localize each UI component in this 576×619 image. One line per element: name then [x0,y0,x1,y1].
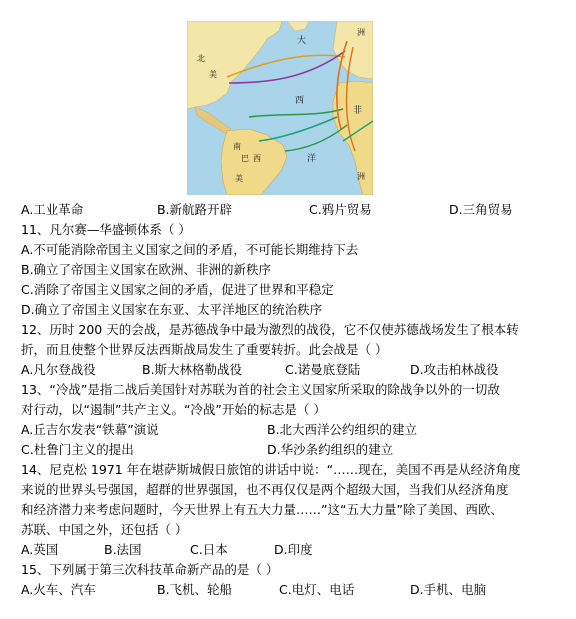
q10-option-c: C.鸦片贸易 [309,202,372,217]
map-label-brazil-2: 西 [253,154,261,163]
q10-option-b: B.新航路开辟 [157,202,233,217]
map-label-europe: 洲 [357,28,365,37]
map-label-africa-2: 洲 [357,172,365,181]
q15-option-a: A.火车、汽车 [21,582,96,597]
q11-option-d: D.确立了帝国主义国家在东亚、太平洋地区的统治秩序 [21,302,323,317]
q15-option-c: C.电灯、电话 [279,582,355,597]
q10-option-a: A.工业革命 [21,202,84,217]
central-america-landmass [195,107,231,133]
q13-option-c: C.杜鲁门主义的提出 [21,442,134,457]
q14-option-c: C.日本 [190,542,228,557]
q12-stem-line-2: 折，而且使整个世界反法西斯战局发生了重要转折。此会战是（ ） [21,342,388,357]
q14-option-a: A.英国 [21,542,59,557]
q13-stem-line-2: 对行动，以“遏制”共产主义。“冷战”开始的标志是（ ） [21,402,326,417]
q15-stem: 15、下列属于第三次科技革命新产品的是（ ） [21,562,279,577]
q11-option-b: B.确立了帝国主义国家在欧洲、非洲的新秩序 [21,262,272,277]
africa-landmass [333,81,373,195]
q11-stem: 11、凡尔赛—华盛顿体系（ ） [21,222,191,237]
map-label-north: 北 [197,54,205,63]
map-label-ocean-left: 大 [297,36,307,46]
map-label-south: 南 [233,142,241,151]
q15-option-b: B.飞机、轮船 [157,582,233,597]
q15-option-d: D.手机、电脑 [410,582,487,597]
map-label-ocean-bottom: 洋 [307,154,317,164]
map-label-africa: 非 [353,106,363,116]
q14-stem-line-4: 苏联、中国之外，还包括（ ） [21,522,188,537]
q12-option-d: D.攻击柏林战役 [410,362,499,377]
q14-stem-line-3: 和经济潜力来考虑问题时，今天世界上有五大力量……”这“五大力量”除了美国、西欧、 [21,502,503,517]
greenland-landmass [287,21,309,31]
map-graphic [187,21,373,195]
q12-stem-line-1: 12、历时 200 天的会战，是苏德战争中最为激烈的战役，它不仅使苏德战场发生了根本转 [21,322,519,337]
q10-option-d: D.三角贸易 [449,202,513,217]
map-label-ocean-right: 西 [295,96,305,106]
north-america-landmass [187,21,282,109]
map-label-america: 美 [209,70,217,79]
q14-option-d: D.印度 [274,542,313,557]
q12-option-c: C.诺曼底登陆 [285,362,361,377]
q13-stem-line-1: 13、“冷战”是指二战后美国针对苏联为首的社会主义国家所采取的除战争以外的一切敌 [21,382,500,397]
triangle-trade-map [187,21,373,195]
map-label-south-america: 美 [235,174,243,183]
q12-option-b: B.斯大林格勒战役 [142,362,243,377]
q11-option-a: A.不可能消除帝国主义国家之间的矛盾，不可能长期维持下去 [21,242,359,257]
map-label-brazil-1: 巴 [241,154,249,163]
q11-option-c: C.消除了帝国主义国家之间的矛盾，促进了世界和平稳定 [21,282,334,297]
q12-option-a: A.凡尔登战役 [21,362,96,377]
q14-stem-line-2: 来说的世界头号强国，超群的世界强国，也不再仅仅是两个超级大国，当我们从经济角度 [21,482,509,497]
q14-stem-line-1: 14、尼克松 1971 年在堪萨斯城假日旅馆的讲话中说：“……现在，美国不再是从经济角度 [21,462,521,477]
q13-option-a: A.丘吉尔发表“铁幕”演说 [21,422,159,437]
q14-option-b: B.法国 [104,542,142,557]
q13-option-d: D.华沙条约组织的建立 [267,442,394,457]
q13-option-b: B.北大西洋公约组织的建立 [267,422,418,437]
route-green-1 [249,109,343,117]
